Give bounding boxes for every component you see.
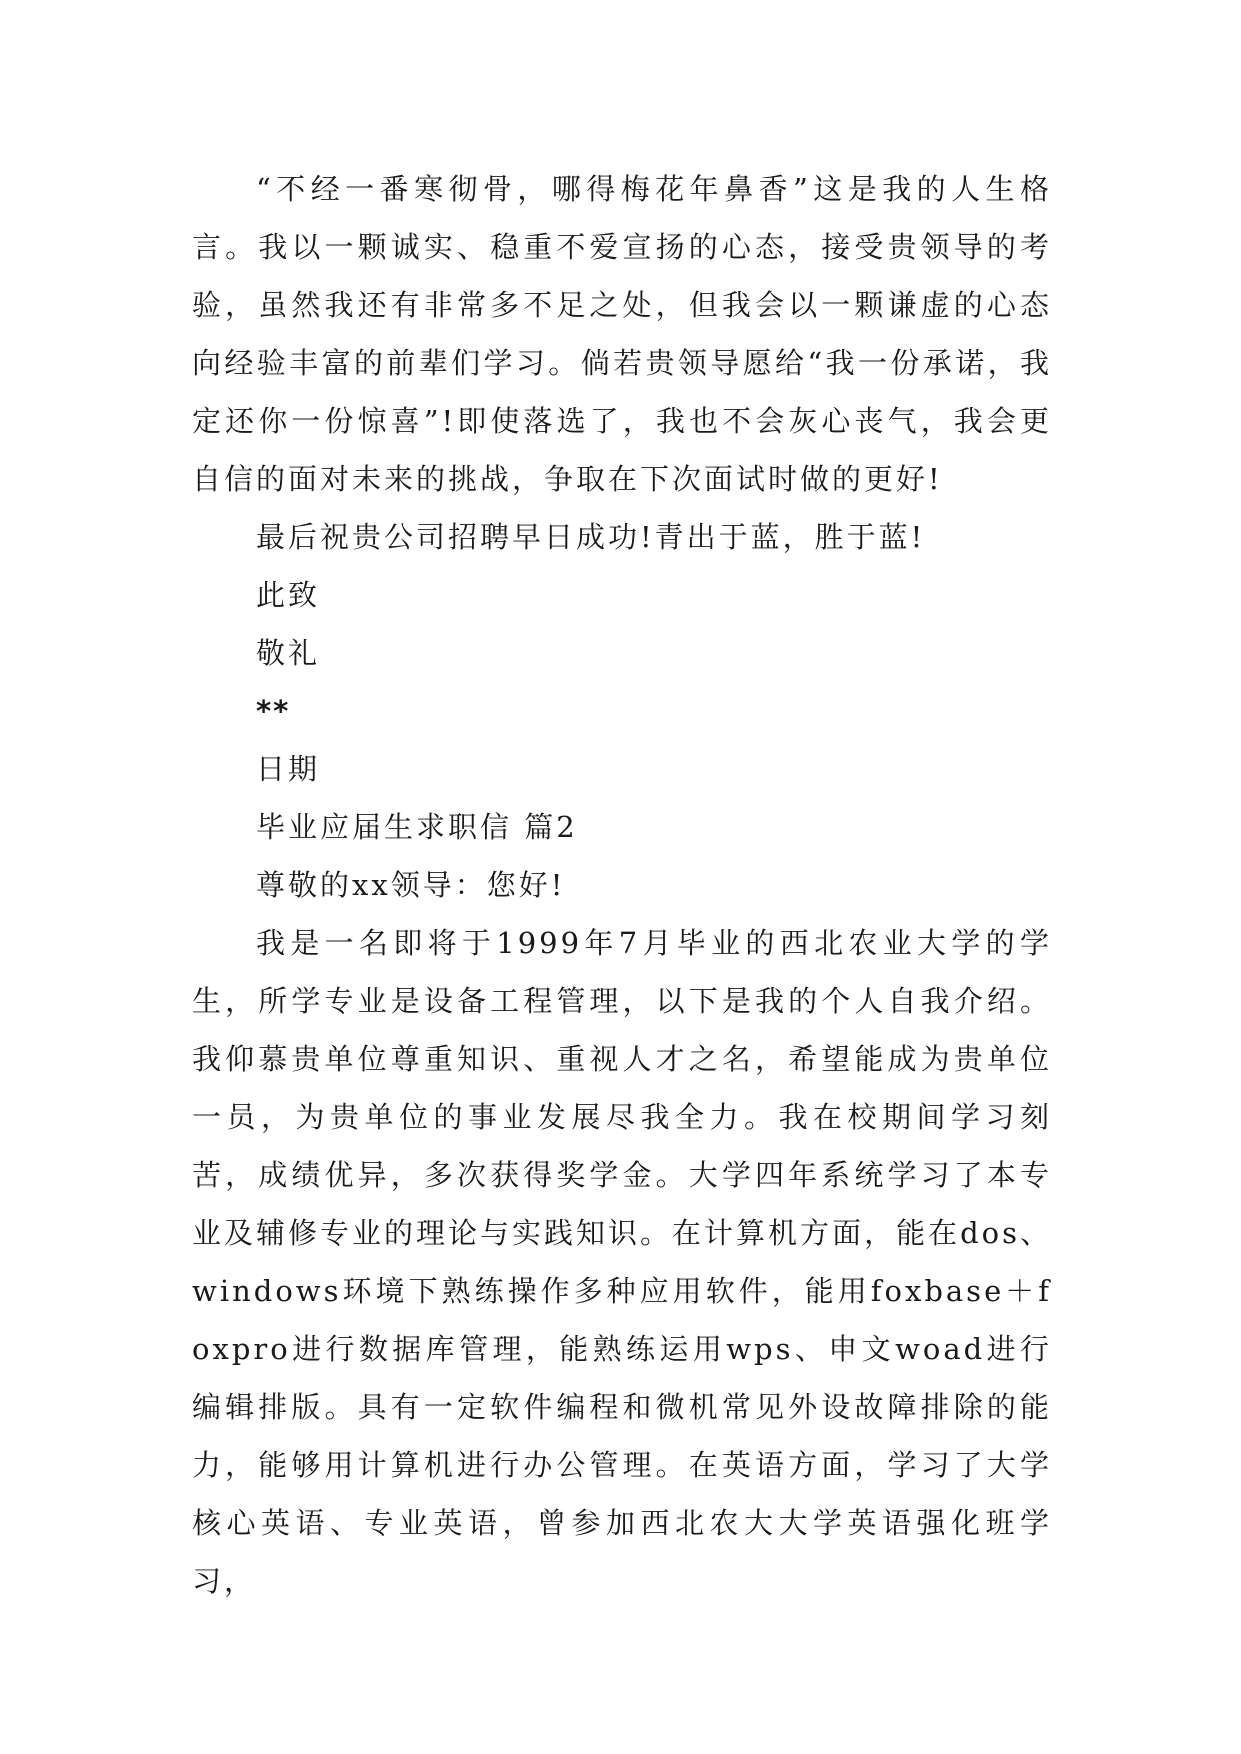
document-body	[192, 160, 1052, 1610]
section-heading: 毕业应届生求职信 篇2	[256, 810, 578, 844]
salutation-cizhi: 此致	[256, 578, 321, 612]
paragraph-motto: “不经一番寒彻骨，哪得梅花年鼻香”这是我的人生格言。我以一颗诚实、稳重不爱宣扬的心态，接受贵领导的考验，虽然我还有非常多不足之处，但我会以一颗谦虚的心态向经验丰富的前辈们学习。倘若贵领导愿给“我一份承诺，我定还你一份惊喜”!即使落选了，我也不会灰心丧气，我会更自信的面对未来的挑战，争取在下次面试时做的更好!	[192, 172, 1052, 496]
signature-placeholder: **	[256, 694, 291, 728]
date-line: 日期	[256, 752, 321, 786]
salutation-jingli: 敬礼	[256, 636, 321, 670]
paragraph-self-introduction: 我是一名即将于1999年7月毕业的西北农业大学的学生，所学专业是设备工程管理，以下是我的个人自我介绍。我仰慕贵单位尊重知识、重视人才之名，希望能成为贵单位一员，为贵单位的事业发展尽我全力。我在校期间学习刻苦，成绩优异，多次获得奖学金。大学四年系统学习了本专业及辅修专业的理论与实践知识。在计算机方面，能在dos、windows环境下熟练操作多种应用软件，能用foxbase＋foxpro进行数据库管理，能熟练运用wps、申文woad进行编辑排版。具有一定软件编程和微机常见外设故障排除的能力，能够用计算机进行办公管理。在英语方面，学习了大学核心英语、专业英语，曾参加西北农大大学英语强化班学习，	[192, 926, 1052, 1598]
letter-greeting: 尊敬的xx领导：您好!	[256, 868, 566, 902]
paragraph-closing-wish: 最后祝贵公司招聘早日成功!青出于蓝，胜于蓝!	[256, 520, 926, 554]
